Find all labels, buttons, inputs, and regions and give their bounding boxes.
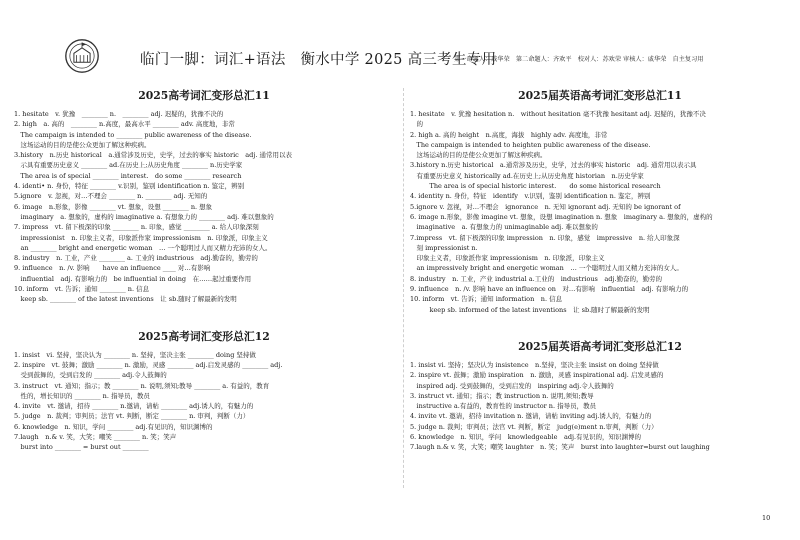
page-header [0, 0, 800, 78]
text-line: The campaign is intended to ________ public awareness of the disease. [14, 130, 252, 139]
text-line: 5.ignore v. 忽视，对…不理会 ignorance n. 无知 ignorant adj. 无知的 be ignorant of [410, 202, 681, 211]
text-line: 4. invite vt. 邀请，招待 ________ n.邀请，请帖 ________ adj.诱人的，有魅力的 [14, 402, 254, 411]
text-line: 5.ignore v. 忽视，对…不理会 ________ n. ________ adj. 无知的 [14, 192, 208, 201]
text-line: 5. judge n. 裁判；审判员；法官 vt. 判断，断定 ________ n. 审判，判断（力） [14, 412, 250, 421]
text-line: 3.history n.历史 historical a.通常涉及历史，史学，过去的事实 historic adj. 通常用以表示具 [410, 161, 697, 170]
text-line: 性的，增长知识的 ________ n. 指导员，教员 [14, 391, 150, 400]
text-line: keep sb. informed of the latest inventions 让 sb.随时了解最新的发明 [410, 305, 650, 314]
text-line: 有重要历史意义 historically ad.在历史上;从历史角度 historian n.历史学家 [410, 171, 644, 180]
text-line: 6. image n.形象，影像 ________ vt. 想象，设想 ________ n. 想象 [14, 202, 213, 211]
text-line: 6. image n.形象，影像 imagine vt. 想象，设想 imagination n. 想象 imaginary a. 想象的，虚构的 [410, 212, 713, 221]
section-title: 2025高考词汇变形总汇11 [138, 89, 270, 102]
text-line: an ________ bright and energetic woman … 一个聪明过人而又精力充沛的女人。 [14, 243, 272, 252]
text-line: inspired adj. 受到鼓舞的，受到启发的 inspiring adj.令人鼓舞的 [410, 381, 614, 390]
text-line: 1. insist vi. 坚持，坚决认为 ________ n. 坚持，坚决主张 ________ doing 坚持做 [14, 350, 256, 359]
text-line: 4. identity n. 身份，特征 identify v.识别，鉴别 identification n. 鉴定，辨别 [410, 192, 651, 201]
text-line: 3.history n.历史 historical a.通常涉及历史，史学，过去的事实 historic adj. 通常用以表 [14, 151, 292, 160]
text-line: 7.impress vt. 留下极深的印象 impression n. 印象，感觉 impressive n. 给人印象深 [410, 233, 680, 242]
text-line: 受到鼓舞的，受到启发的 ________ adj.令人鼓舞的 [14, 371, 167, 380]
text-line: The area is of special historic interest. do some historical research [410, 182, 661, 191]
text-line: an impressively bright and energetic woman … 一个聪明过人而又精力充沛的女人。 [410, 264, 683, 273]
text-line: 10. inform vt. 告诉；通知 ________ n. 信息 [14, 285, 150, 294]
text-line: 5. judge n. 裁判；审判员；法官 vt. 判断，断定 judg(e)ment n.审判，判断（力） [410, 422, 658, 431]
text-line: 3. instruct vt. 通知；指示；教 ________ n. 说明,须知;教导 ________ a. 有益的，教育 [14, 381, 270, 390]
text-line: 刻 impressionist n. [410, 243, 478, 252]
text-line: 6. knowledge n. 知识，学问 knowledgeable adj.有见识的，知识渊博的 [410, 433, 642, 442]
section-title: 2025高考词汇变形总汇12 [138, 329, 270, 343]
text-line: influential adj. 有影响力的 be influential in doing 在……起过重要作用 [14, 274, 252, 283]
text-line: 7.laugh n.& v. 笑，大笑；嘲笑 laughter n. 笑；笑声 burst into laughter=burst out laughing [410, 443, 710, 452]
text-line: 8. industry n. 工业，产业 industrial a.工业的 industrious adj.勤奋的，勤劳的 [410, 274, 662, 283]
text-line: 这场运动的目的是使公众更加了解这种疾病。 [410, 151, 547, 160]
exercise-column [14, 78, 394, 453]
text-line: 2. high a. 高的 height n.高度，海拔 highly adv. 高度地，非常 [410, 130, 608, 139]
answer-list [410, 360, 790, 453]
text-line: keep sb. ________ of the latest inventions 让 sb.随时了解最新的发明 [14, 295, 237, 304]
text-line: 2. high a. 高的 ________ n.高度，最高水平 ________ adv. 高度地，非常 [14, 120, 235, 129]
text-line: instructive a.有益的，教育性的 instructor n. 指导员，教员 [410, 402, 597, 411]
text-line: 9. influence n. /v. 影响 have an influence ____ 对…有影响 [14, 264, 211, 273]
section-title: 2025届英语高考词汇变形总汇12 [518, 339, 682, 353]
text-line: The area is of special ________ interest. do some ________ research [14, 171, 242, 180]
text-line: 4. identi• n. 身份，特征 ________ v.识别，鉴别 identification n. 鉴定，辨别 [14, 182, 245, 191]
text-line: 2. inspire vt. 鼓舞；激励 ________ n. 激励，灵感 ________ adj.启发灵感的 ________ adj. [14, 360, 283, 369]
text-line: 这场运动的目的是使公众更加了解这种疾病。 [14, 140, 151, 149]
answer-column [410, 78, 790, 453]
text-line: 1. insist vi. 坚持；坚决认为 insistence n.坚持，坚决主张 insist on doing 坚持做 [410, 360, 659, 369]
author-byline: 第一命题人：戚华荣 第二命题人：齐欢平 校对人：苏欢荣 审核人：戚华荣 自主复习用 [454, 56, 704, 63]
text-line: 示具有重要历史意义 ________ ad.在历史上;从历史角度 ________ n.历史学家 [14, 161, 243, 170]
text-line: impressionist n. 印象主义者，印象派作家 impressionism n. 印象派，印象主义 [14, 233, 268, 242]
document-title: 临门一脚：词汇+语法 衡水中学 2025 高三考生专用 [140, 52, 497, 68]
column-divider [403, 88, 404, 488]
text-line: 的 [410, 120, 423, 129]
text-line: 1. hesitate v. 犹豫 hesitation n. without hesitation 毫不犹豫 hesitant adj. 迟疑的，犹豫不决 [410, 110, 706, 118]
text-line: imaginative a. 有想象力的 unimaginable adj. 难以想象的 [410, 223, 598, 232]
school-logo-icon [64, 38, 100, 74]
text-line: 6. knowledge n. 知识，学问 ________ adj.有见识的，知识渊博的 [14, 422, 213, 431]
section-title: 2025届英语高考词汇变形总汇11 [518, 89, 682, 102]
exercise-list [14, 109, 394, 305]
text-line: burst into ________ = burst out ________ [14, 443, 149, 452]
text-line: 10. inform vt. 告诉；通知 information n. 信息 [410, 295, 563, 304]
text-line: 2. inspire vt. 鼓舞；激励 inspiration n. 激励，灵感 inspirational adj. 启发灵感的 [410, 371, 664, 380]
text-line: The campaign is intended to heighten public awareness of the disease. [410, 140, 651, 149]
text-line: 9. influence n. /v. 影响 have an influence on 对…有影响 influential adj. 有影响力的 [410, 285, 689, 294]
page-number: 10 [762, 514, 771, 522]
text-line: 4. invite vt. 邀请，招待 invitation n. 邀请，请帖 inviting adj.诱人的，有魅力的 [410, 412, 652, 421]
answer-list [410, 109, 790, 315]
text-line: 1. hesitate v. 犹豫 ________ n. ________ adj. 迟疑的，犹豫不决的 [14, 110, 224, 118]
exercise-list [14, 350, 394, 453]
text-line: imaginary a. 想象的，虚构的 imaginative a. 有想象力的 ________ adj. 难以想象的 [14, 212, 274, 221]
text-line: 3. instruct vt. 通知；指示；教 instruction n. 说明,须知;教导 [410, 391, 594, 400]
text-line: 印象主义者，印象派作家 impressionism n. 印象派，印象主义 [410, 254, 605, 263]
text-line: 8. industry n. 工业，产业 ________ a. 工业的 industrious adj.勤奋的，勤劳的 [14, 254, 258, 263]
text-line: 7. impress vt. 留下极深的印象 ________ n. 印象，感觉 ________ a. 给人印象深刻 [14, 223, 259, 232]
text-line: 7.laugh n.& v. 笑，大笑；嘲笑 ________ n. 笑；笑声 [14, 433, 177, 442]
